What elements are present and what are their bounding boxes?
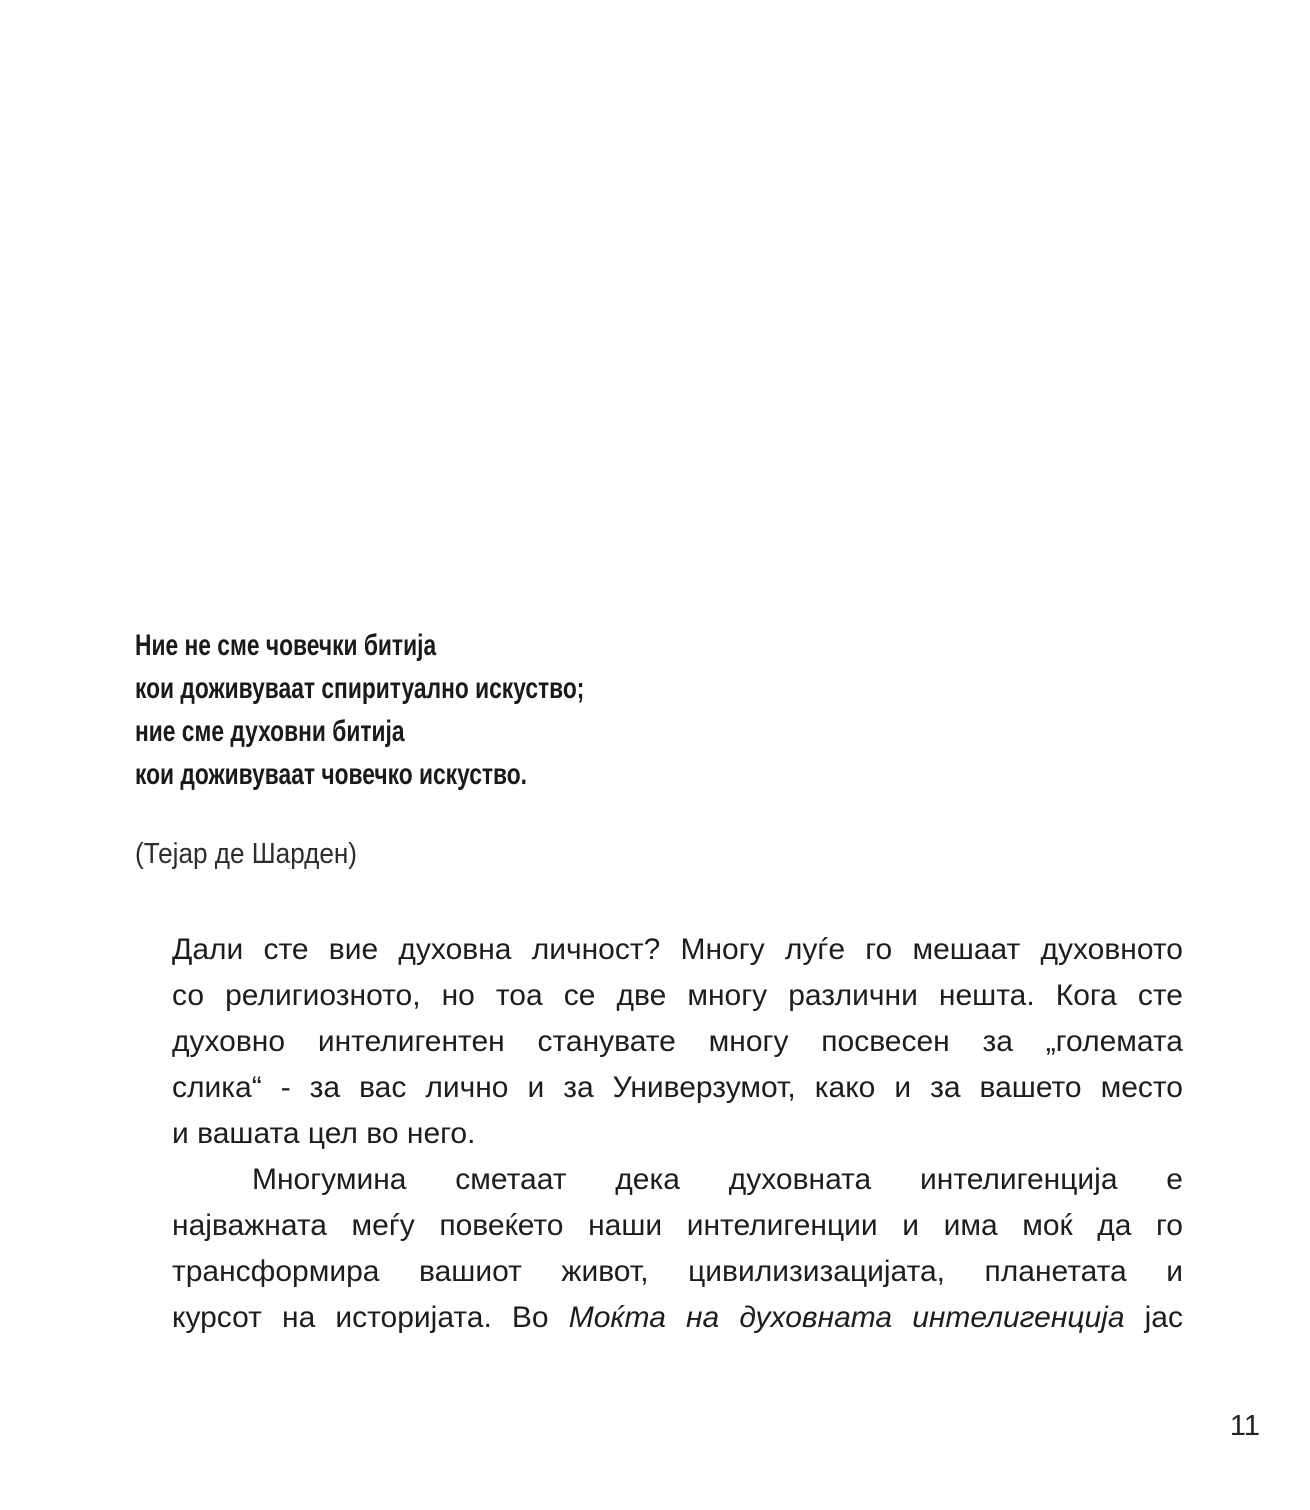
body-line-segment: курсот на историјата. Во (172, 1301, 569, 1334)
quote-attribution: (Тејар де Шарден) (135, 838, 357, 870)
quote-line: ние сме духовни битија (135, 715, 405, 748)
body-line: Дали сте вие духовна личност? Многу луѓе го мешаат духовното (172, 933, 1183, 966)
body-line-with-title (172, 1295, 1183, 1341)
body-line: и вашата цел во него. (172, 1117, 476, 1150)
quote-line: кои доживуваат спиритуално искуство; (135, 672, 585, 705)
body-line: духовно интелигентен станувате многу посвесен за „големата (172, 1025, 1183, 1058)
body-line: најважната меѓу повеќето наши интелигенции и има моќ да го (172, 1209, 1183, 1242)
body-line: со религиозното, но тоа се две многу различни нешта. Кога сте (172, 979, 1183, 1012)
body-line-segment: јас (1124, 1301, 1183, 1334)
body-line: слика“ - за вас лично и за Универзумот, како и за вашето место (172, 1071, 1183, 1104)
quote-line: кои доживуваат човечко искуство. (135, 758, 528, 791)
page-number: 11 (1229, 1410, 1260, 1442)
body-text (172, 927, 1183, 1341)
body-line-paragraph-start: Многумина сметаат дека духовната интелигенција е (252, 1163, 1183, 1196)
body-line: трансформира вашиот живот, цивилизизацијата, планетата и (172, 1255, 1183, 1288)
quote-line: Ние не сме човечки битија (135, 629, 437, 662)
epigraph-quote (135, 624, 584, 796)
book-title-italic: Моќта на духовната интелигенција (568, 1301, 1125, 1334)
